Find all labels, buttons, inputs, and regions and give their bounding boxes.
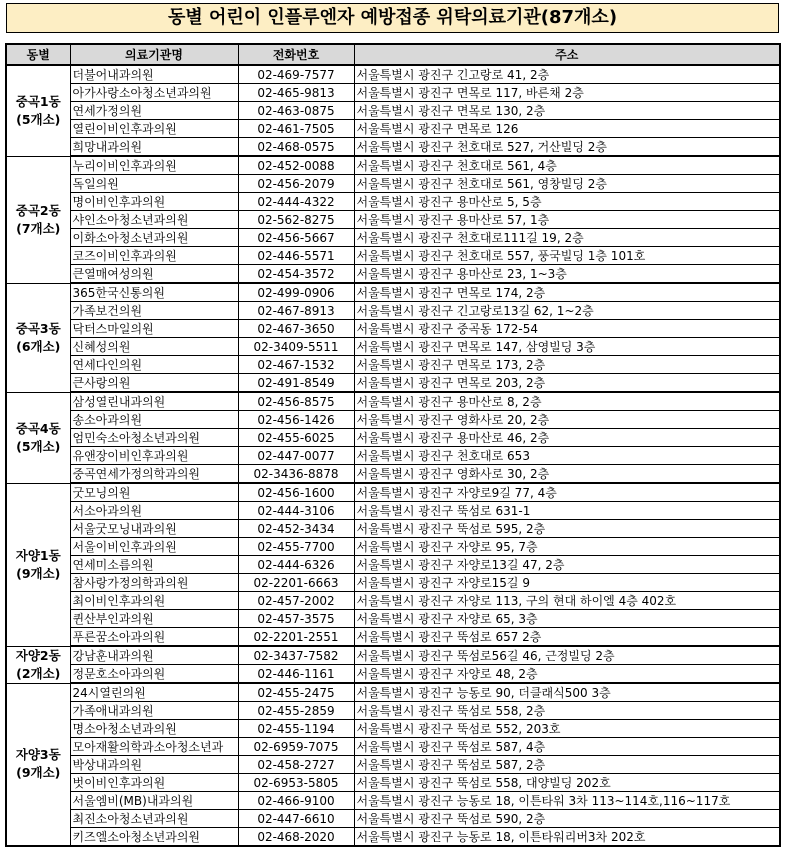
table-row (6, 429, 780, 447)
clinic-name-cell: 희망내과의원 (70, 138, 238, 157)
table-row (6, 574, 780, 592)
phone-cell: 02-452-0088 (238, 156, 354, 175)
table-row (6, 792, 780, 810)
phone-cell: 02-455-1194 (238, 720, 354, 738)
phone-cell: 02-444-4322 (238, 193, 354, 211)
phone-cell: 02-444-3106 (238, 502, 354, 520)
phone-cell: 02-458-2727 (238, 756, 354, 774)
phone-cell: 02-444-6326 (238, 556, 354, 574)
dong-count: (7개소) (16, 220, 61, 236)
clinic-name-cell: 아가사랑소아청소년과의원 (70, 84, 238, 102)
table-row (6, 374, 780, 393)
clinic-name-cell: 신혜성의원 (70, 338, 238, 356)
address-cell: 서울특별시 광진구 뚝섬로 590, 2층 (354, 810, 780, 828)
address-cell: 서울특별시 광진구 자양로9길 77, 4층 (354, 483, 780, 502)
dong-name: 중곡1동 (15, 93, 61, 109)
dong-count: (9개소) (16, 565, 61, 581)
clinic-table (5, 43, 781, 847)
phone-cell: 02-562-8275 (238, 211, 354, 229)
address-cell: 서울특별시 광진구 용마산로 57, 1층 (354, 211, 780, 229)
clinic-name-cell: 퀸산부인과의원 (70, 610, 238, 628)
address-cell: 서울특별시 광진구 중곡동 172-54 (354, 320, 780, 338)
dong-name: 자양3동 (15, 747, 61, 763)
table-row (6, 447, 780, 465)
dong-cell (6, 683, 70, 846)
address-cell: 서울특별시 광진구 뚝섬로56길 46, 근정빌딩 2층 (354, 646, 780, 665)
clinic-name-cell: 누리이비인후과의원 (70, 156, 238, 175)
table-row (6, 175, 780, 193)
address-cell: 서울특별시 광진구 뚝섬로 558, 대양빌딩 202호 (354, 774, 780, 792)
address-cell: 서울특별시 광진구 능동로 18, 이튼타워리버3차 202호 (354, 828, 780, 847)
phone-cell: 02-3437-7582 (238, 646, 354, 665)
address-cell: 서울특별시 광진구 면목로 117, 바른채 2층 (354, 84, 780, 102)
clinic-name-cell: 박상내과의원 (70, 756, 238, 774)
header-address: 주소 (354, 44, 780, 65)
address-cell: 서울특별시 광진구 자양로 48, 2층 (354, 665, 780, 684)
dong-cell (6, 156, 70, 283)
clinic-name-cell: 가족애내과의원 (70, 702, 238, 720)
clinic-name-cell: 푸른꿈소아과의원 (70, 628, 238, 647)
address-cell: 서울특별시 광진구 자양로 95, 7층 (354, 538, 780, 556)
table-row (6, 756, 780, 774)
address-cell: 서울특별시 광진구 긴고랑로13길 62, 1~2층 (354, 302, 780, 320)
address-cell: 서울특별시 광진구 뚝섬로 595, 2층 (354, 520, 780, 538)
phone-cell: 02-455-2475 (238, 683, 354, 702)
phone-cell: 02-465-9813 (238, 84, 354, 102)
address-cell: 서울특별시 광진구 뚝섬로 558, 2층 (354, 702, 780, 720)
phone-cell: 02-447-6610 (238, 810, 354, 828)
dong-count: (5개소) (16, 111, 61, 127)
table-row (6, 193, 780, 211)
table-row (6, 502, 780, 520)
phone-cell: 02-456-1600 (238, 483, 354, 502)
clinic-name-cell: 서울엠비(MB)내과의원 (70, 792, 238, 810)
header-dong: 동별 (6, 44, 70, 65)
dong-cell (6, 283, 70, 392)
address-cell: 서울특별시 광진구 뚝섬로 631-1 (354, 502, 780, 520)
clinic-name-cell: 샤인소아청소년과의원 (70, 211, 238, 229)
table-row (6, 610, 780, 628)
clinic-name-cell: 연세미소름의원 (70, 556, 238, 574)
table-row (6, 592, 780, 610)
table-row (6, 774, 780, 792)
phone-cell: 02-457-2002 (238, 592, 354, 610)
address-cell: 서울특별시 광진구 면목로 173, 2층 (354, 356, 780, 374)
table-row (6, 465, 780, 484)
clinic-name-cell: 벗이비인후과의원 (70, 774, 238, 792)
phone-cell: 02-455-2859 (238, 702, 354, 720)
address-cell: 서울특별시 광진구 면목로 147, 삼영빌딩 3층 (354, 338, 780, 356)
table-row (6, 102, 780, 120)
table-row (6, 138, 780, 157)
address-cell: 서울특별시 광진구 면목로 130, 2층 (354, 102, 780, 120)
address-cell: 서울특별시 광진구 자양로 113, 구의 현대 하이엘 4층 402호 (354, 592, 780, 610)
phone-cell: 02-467-8913 (238, 302, 354, 320)
clinic-name-cell: 참사랑가정의학과의원 (70, 574, 238, 592)
header-row (6, 44, 780, 65)
address-cell: 서울특별시 광진구 면목로 203, 2층 (354, 374, 780, 393)
phone-cell: 02-454-3572 (238, 265, 354, 284)
clinic-name-cell: 최진소아청소년과의원 (70, 810, 238, 828)
table-row (6, 828, 780, 847)
address-cell: 서울특별시 광진구 용마산로 23, 1~3층 (354, 265, 780, 284)
table-row (6, 665, 780, 684)
address-cell: 서울특별시 광진구 천호대로111길 19, 2층 (354, 229, 780, 247)
table-row (6, 646, 780, 665)
phone-cell: 02-457-3575 (238, 610, 354, 628)
table-row (6, 538, 780, 556)
dong-name: 자양2동 (15, 647, 61, 663)
phone-cell: 02-461-7505 (238, 120, 354, 138)
address-cell: 서울특별시 광진구 뚝섬로 552, 203호 (354, 720, 780, 738)
dong-cell (6, 392, 70, 483)
clinic-name-cell: 닥터스마일의원 (70, 320, 238, 338)
address-cell: 서울특별시 광진구 면목로 126 (354, 120, 780, 138)
clinic-name-cell: 강남훈내과의원 (70, 646, 238, 665)
table-row (6, 247, 780, 265)
address-cell: 서울특별시 광진구 자양로 65, 3층 (354, 610, 780, 628)
phone-cell: 02-456-5667 (238, 229, 354, 247)
phone-cell: 02-491-8549 (238, 374, 354, 393)
table-row (6, 411, 780, 429)
phone-cell: 02-2201-2551 (238, 628, 354, 647)
address-cell: 서울특별시 광진구 천호대로 653 (354, 447, 780, 465)
clinic-name-cell: 큰열매여성의원 (70, 265, 238, 284)
clinic-name-cell: 코즈이비인후과의원 (70, 247, 238, 265)
phone-cell: 02-468-2020 (238, 828, 354, 847)
dong-cell (6, 483, 70, 646)
clinic-name-cell: 중곡연세가정의학과의원 (70, 465, 238, 484)
phone-cell: 02-3436-8878 (238, 465, 354, 484)
clinic-name-cell: 연세가정의원 (70, 102, 238, 120)
phone-cell: 02-452-3434 (238, 520, 354, 538)
table-row (6, 338, 780, 356)
address-cell: 서울특별시 광진구 용마산로 8, 2층 (354, 392, 780, 411)
clinic-name-cell: 24시열린의원 (70, 683, 238, 702)
clinic-name-cell: 독일의원 (70, 175, 238, 193)
phone-cell: 02-499-0906 (238, 283, 354, 302)
table-row (6, 628, 780, 647)
clinic-name-cell: 더불어내과의원 (70, 65, 238, 84)
phone-cell: 02-6953-5805 (238, 774, 354, 792)
address-cell: 서울특별시 광진구 영화사로 20, 2층 (354, 411, 780, 429)
phone-cell: 02-456-8575 (238, 392, 354, 411)
dong-name: 중곡2동 (15, 202, 61, 218)
dong-name: 자양1동 (15, 547, 61, 563)
address-cell: 서울특별시 광진구 뚝섬로 587, 4층 (354, 738, 780, 756)
dong-count: (6개소) (16, 338, 61, 354)
clinic-name-cell: 이화소아청소년과의원 (70, 229, 238, 247)
table-row (6, 520, 780, 538)
page-title: 동별 어린이 인플루엔자 예방접종 위탁의료기관(87개소) (6, 3, 779, 33)
clinic-name-cell: 연세다인의원 (70, 356, 238, 374)
dong-count: (9개소) (16, 765, 61, 781)
table-row (6, 738, 780, 756)
header-clinic-name: 의료기관명 (70, 44, 238, 65)
dong-name: 중곡3동 (15, 320, 61, 336)
clinic-name-cell: 명소아청소년과의원 (70, 720, 238, 738)
phone-cell: 02-456-1426 (238, 411, 354, 429)
phone-cell: 02-467-3650 (238, 320, 354, 338)
clinic-name-cell: 서울굿모닝내과의원 (70, 520, 238, 538)
clinic-name-cell: 송소아과의원 (70, 411, 238, 429)
address-cell: 서울특별시 광진구 능동로 18, 이튼타워 3차 113~114호,116~117호 (354, 792, 780, 810)
clinic-name-cell: 유앤장이비인후과의원 (70, 447, 238, 465)
address-cell: 서울특별시 광진구 면목로 174, 2층 (354, 283, 780, 302)
address-cell: 서울특별시 광진구 긴고랑로 41, 2층 (354, 65, 780, 84)
clinic-name-cell: 서울이비인후과의원 (70, 538, 238, 556)
phone-cell: 02-455-6025 (238, 429, 354, 447)
table-row (6, 156, 780, 175)
table-row (6, 84, 780, 102)
address-cell: 서울특별시 광진구 자양로13길 47, 2층 (354, 556, 780, 574)
clinic-name-cell: 최이비인후과의원 (70, 592, 238, 610)
table-row (6, 283, 780, 302)
dong-cell (6, 646, 70, 683)
phone-cell: 02-456-2079 (238, 175, 354, 193)
table-row (6, 320, 780, 338)
phone-cell: 02-468-0575 (238, 138, 354, 157)
clinic-name-cell: 서소아과의원 (70, 502, 238, 520)
clinic-name-cell: 큰사랑의원 (70, 374, 238, 393)
table-body (6, 65, 780, 846)
phone-cell: 02-446-1161 (238, 665, 354, 684)
address-cell: 서울특별시 광진구 영화사로 30, 2층 (354, 465, 780, 484)
table-row (6, 229, 780, 247)
clinic-name-cell: 키즈엘소아청소년과의원 (70, 828, 238, 847)
table-row (6, 483, 780, 502)
phone-cell: 02-467-1532 (238, 356, 354, 374)
phone-cell: 02-455-7700 (238, 538, 354, 556)
table-row (6, 120, 780, 138)
address-cell: 서울특별시 광진구 천호대로 527, 거산빌딩 2층 (354, 138, 780, 157)
table-row (6, 702, 780, 720)
clinic-name-cell: 열린이비인후과의원 (70, 120, 238, 138)
table-row (6, 302, 780, 320)
clinic-name-cell: 삼성열린내과의원 (70, 392, 238, 411)
phone-cell: 02-446-5571 (238, 247, 354, 265)
address-cell: 서울특별시 광진구 능동로 90, 더클래식500 3층 (354, 683, 780, 702)
clinic-name-cell: 엄민숙소아청소년과의원 (70, 429, 238, 447)
clinic-name-cell: 가족보건의원 (70, 302, 238, 320)
address-cell: 서울특별시 광진구 용마산로 46, 2층 (354, 429, 780, 447)
dong-count: (5개소) (16, 438, 61, 454)
address-cell: 서울특별시 광진구 자양로15길 9 (354, 574, 780, 592)
clinic-name-cell: 365한국신통의원 (70, 283, 238, 302)
table-row (6, 810, 780, 828)
phone-cell: 02-469-7577 (238, 65, 354, 84)
address-cell: 서울특별시 광진구 천호대로 557, 풍국빌딩 1층 101호 (354, 247, 780, 265)
table-row (6, 683, 780, 702)
table-row (6, 720, 780, 738)
dong-cell (6, 65, 70, 156)
dong-name: 중곡4동 (15, 420, 61, 436)
clinic-name-cell: 정문호소아과의원 (70, 665, 238, 684)
phone-cell: 02-6959-7075 (238, 738, 354, 756)
dong-count: (2개소) (16, 665, 61, 681)
table-row (6, 392, 780, 411)
clinic-name-cell: 굿모닝의원 (70, 483, 238, 502)
phone-cell: 02-447-0077 (238, 447, 354, 465)
address-cell: 서울특별시 광진구 용마산로 5, 5층 (354, 193, 780, 211)
phone-cell: 02-466-9100 (238, 792, 354, 810)
address-cell: 서울특별시 광진구 뚝섬로 657 2층 (354, 628, 780, 647)
address-cell: 서울특별시 광진구 뚝섬로 587, 2층 (354, 756, 780, 774)
table-header (6, 44, 780, 65)
table-row (6, 556, 780, 574)
header-phone: 전화번호 (238, 44, 354, 65)
address-cell: 서울특별시 광진구 천호대로 561, 영창빌딩 2층 (354, 175, 780, 193)
phone-cell: 02-2201-6663 (238, 574, 354, 592)
clinic-name-cell: 명이비인후과의원 (70, 193, 238, 211)
clinic-name-cell: 모아재활의학과소아청소년과 (70, 738, 238, 756)
table-row (6, 265, 780, 284)
phone-cell: 02-463-0875 (238, 102, 354, 120)
table-row (6, 65, 780, 84)
phone-cell: 02-3409-5511 (238, 338, 354, 356)
table-row (6, 211, 780, 229)
table-row (6, 356, 780, 374)
address-cell: 서울특별시 광진구 천호대로 561, 4층 (354, 156, 780, 175)
